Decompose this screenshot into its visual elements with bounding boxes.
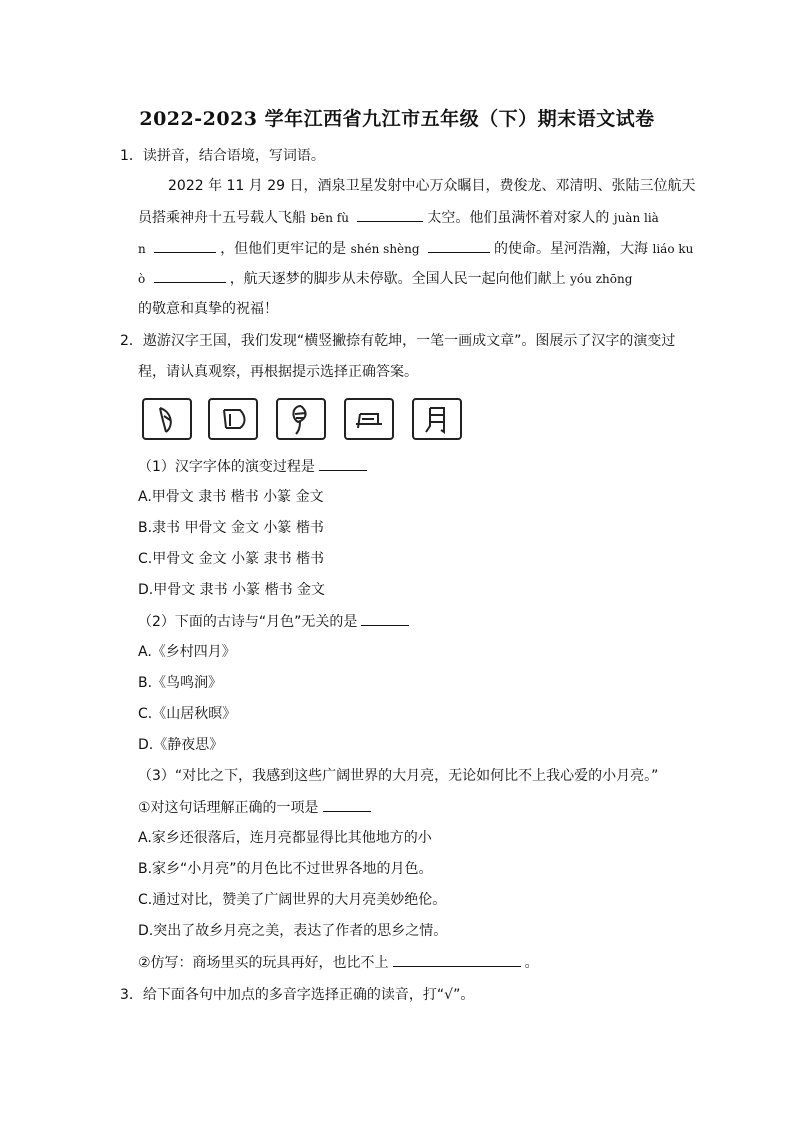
option-d[interactable]: D.突出了故乡月亮之美，表达了作者的思乡之情。 (138, 923, 448, 939)
option-a[interactable]: A.甲骨文 隶书 楷书 小篆 金文 (138, 489, 324, 505)
small-seal-moon-icon (276, 398, 326, 440)
option-d[interactable]: D.《静夜思》 (138, 737, 224, 753)
option-b[interactable]: B.隶书 甲骨文 金文 小篆 楷书 (138, 520, 324, 536)
option-c[interactable]: C.甲骨文 金文 小篆 隶书 楷书 (138, 551, 325, 567)
q2-sub2 (138, 611, 413, 632)
answer-blank[interactable] (154, 238, 216, 253)
pinyin: bēn fù (310, 211, 349, 225)
q1-text: 太空。他们虽满怀着对家人的 (427, 210, 610, 226)
q2-sub2-text: （2）下面的古诗与“月色”无关的是 (138, 614, 358, 630)
page-title: 2022-2023 学年江西省九江市五年级（下）期末语文试卷 (139, 108, 655, 130)
q1-paragraph-line-1: 2022 年 11 月 29 日，酒泉卫星发射中心万众瞩目，费俊龙、邓清明、张陆三位航天 (168, 178, 696, 194)
answer-blank[interactable] (361, 611, 409, 626)
option-b[interactable]: B.家乡“小月亮”的月色比不过世界各地的月色。 (138, 861, 433, 877)
q3-heading: 3．给下面各句中加点的多音字选择正确的读音，打“√”。 (120, 987, 475, 1003)
q2-sub3-q2-text: ②仿写：商场里买的玩具再好，也比不上 (138, 955, 389, 971)
q2-sub3-q1-text: ①对这句话理解正确的一项是 (138, 800, 319, 816)
option-d[interactable]: D.甲骨文 隶书 小篆 楷书 金文 (138, 582, 326, 598)
oracle-bone-moon-icon (142, 398, 192, 440)
q1-paragraph-line-4 (138, 268, 632, 289)
option-c[interactable]: C.《山居秋暝》 (138, 706, 237, 722)
option-a[interactable]: A.《乡村四月》 (138, 644, 236, 660)
q1-paragraph-line-2 (138, 207, 659, 228)
q2-sub3-q2-end: 。 (524, 955, 539, 971)
q2-sub1-text: （1）汉字字体的演变过程是 (138, 459, 315, 475)
q1-text: ，但他们更牢记的是 (220, 241, 347, 257)
q2-heading-line-2: 程，请认真观察，再根据提示选择正确答案。 (138, 364, 418, 380)
q1-text: 的使命。星河浩瀚，大海 (494, 241, 649, 257)
answer-blank[interactable] (357, 207, 423, 222)
pinyin: juàn lià (613, 211, 659, 225)
q1-paragraph-line-5: 的敬意和真挚的祝福！ (138, 301, 278, 317)
answer-blank[interactable] (428, 238, 490, 253)
q1-text: 员搭乘神舟十五号载人飞船 (138, 210, 306, 226)
answer-blank[interactable] (319, 456, 367, 471)
answer-blank[interactable] (393, 952, 521, 967)
q1-heading: 1．读拼音，结合语境，写词语。 (120, 148, 325, 164)
option-b[interactable]: B.《鸟鸣涧》 (138, 675, 223, 691)
answer-blank[interactable] (323, 797, 371, 812)
pinyin: yóu zhōng (570, 272, 633, 286)
bronze-moon-icon (208, 398, 258, 440)
q2-sub1 (138, 456, 371, 477)
q2-sub3-quote: （3）“对比之下，我感到这些广阔世界的大月亮，无论如何比不上我心爱的小月亮。” (138, 768, 659, 784)
q2-sub3-question-2 (138, 952, 539, 973)
pinyin: liáo ku (652, 242, 694, 256)
regular-moon-icon (412, 398, 462, 440)
option-c[interactable]: C.通过对比，赞美了广阔世界的大月亮美妙绝伦。 (138, 892, 447, 908)
pinyin: shén shèng (350, 242, 420, 256)
q2-heading-line-1: 2．遨游汉字王国，我们发现“横竖撇捺有乾坤，一笔一画成文章”。图展示了汉字的演变过 (120, 333, 676, 349)
answer-blank[interactable] (154, 268, 226, 283)
pinyin: n (138, 242, 146, 256)
q1-paragraph-line-3 (138, 238, 693, 259)
option-a[interactable]: A.家乡还很落后，连月亮都显得比其他地方的小 (138, 830, 432, 846)
clerical-moon-icon (344, 398, 394, 440)
q1-text: ，航天逐梦的脚步从未停歇。全国人民一起向他们献上 (229, 271, 566, 287)
q2-sub3-question-1 (138, 797, 375, 818)
pinyin: ò (138, 272, 146, 286)
